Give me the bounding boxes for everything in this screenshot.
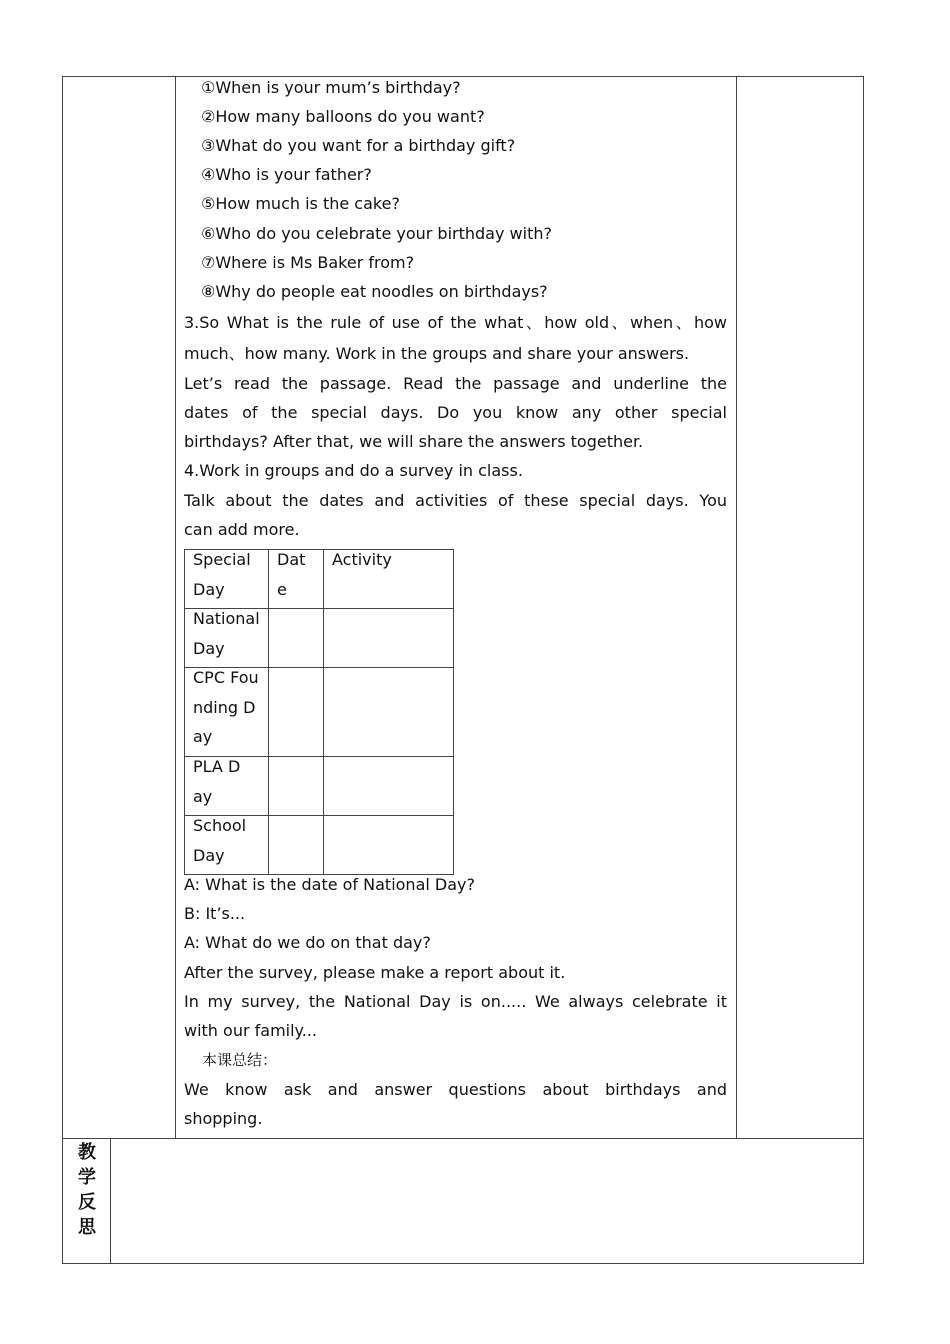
question-6: ⑥Who do you celebrate your birthday with? bbox=[201, 224, 552, 243]
question-2: ②How many balloons do you want? bbox=[201, 107, 485, 126]
table-border-left bbox=[62, 76, 63, 1264]
summary-line-2: shopping. bbox=[184, 1109, 263, 1128]
reflection-label-char: 思 bbox=[78, 1217, 96, 1238]
survey-header-special-day: Special Day bbox=[193, 550, 251, 599]
survey-header-date: Date bbox=[277, 550, 306, 599]
reflection-label-char: 反 bbox=[78, 1192, 96, 1213]
report-line-3: with our family... bbox=[184, 1021, 317, 1040]
question-7: ⑦Where is Ms Baker from? bbox=[201, 253, 415, 272]
reading-line-3: birthdays? After that, we will share the answers together. bbox=[184, 432, 644, 451]
reflection-label-char: 教 bbox=[78, 1142, 96, 1163]
survey-row-special-day: PLA Day bbox=[193, 757, 241, 806]
question-5: ⑤How much is the cake? bbox=[201, 194, 400, 213]
content-column-right bbox=[736, 76, 737, 1139]
reading-line-2: dates of the special days. Do you know any other special bbox=[184, 403, 727, 422]
reflection-row-top bbox=[62, 1138, 864, 1139]
survey-row-special-day: CPC Founding Day bbox=[193, 668, 259, 746]
question-1: ①When is your mum’s birthday? bbox=[201, 78, 461, 97]
survey-header-activity: Activity bbox=[332, 550, 392, 569]
table-border-top bbox=[62, 76, 864, 77]
survey-row-special-day: School Day bbox=[193, 816, 247, 865]
survey-row-special-day: National Day bbox=[193, 609, 260, 658]
report-line-1: After the survey, please make a report about it. bbox=[184, 963, 566, 982]
question-4: ④Who is your father? bbox=[201, 165, 372, 184]
dialogue-line-2: B: It’s... bbox=[184, 904, 246, 923]
dialogue-line-1: A: What is the date of National Day? bbox=[184, 875, 475, 894]
survey-table-left bbox=[184, 549, 185, 875]
reflection-label-char: 学 bbox=[78, 1167, 96, 1188]
content-column-left bbox=[175, 76, 176, 1139]
step3-line-2: much、how many. Work in the groups and share your answers. bbox=[184, 344, 690, 363]
survey-table-right bbox=[453, 549, 454, 875]
table-border-right bbox=[863, 76, 864, 1264]
survey-table-col-line bbox=[323, 549, 324, 875]
question-3: ③What do you want for a birthday gift? bbox=[201, 136, 516, 155]
question-8: ⑧Why do people eat noodles on birthdays? bbox=[201, 282, 548, 301]
dialogue-line-3: A: What do we do on that day? bbox=[184, 933, 431, 952]
step4-line-1: 4.Work in groups and do a survey in class. bbox=[184, 461, 523, 480]
step4-line-2: Talk about the dates and activities of these special days. You bbox=[184, 491, 727, 510]
summary-label: 本课总结： bbox=[202, 1051, 278, 1069]
reading-line-1: Let’s read the passage. Read the passage and underline the bbox=[184, 374, 727, 393]
table-border-bottom bbox=[62, 1263, 864, 1264]
step4-line-3: can add more. bbox=[184, 520, 300, 539]
step3-line-1: 3.So What is the rule of use of the what、how old、when、how bbox=[184, 313, 727, 332]
survey-table-col-line bbox=[268, 549, 269, 875]
summary-line-1: We know ask and answer questions about birthdays and bbox=[184, 1080, 727, 1099]
report-line-2: In my survey, the National Day is on..... We always celebrate it bbox=[184, 992, 727, 1011]
